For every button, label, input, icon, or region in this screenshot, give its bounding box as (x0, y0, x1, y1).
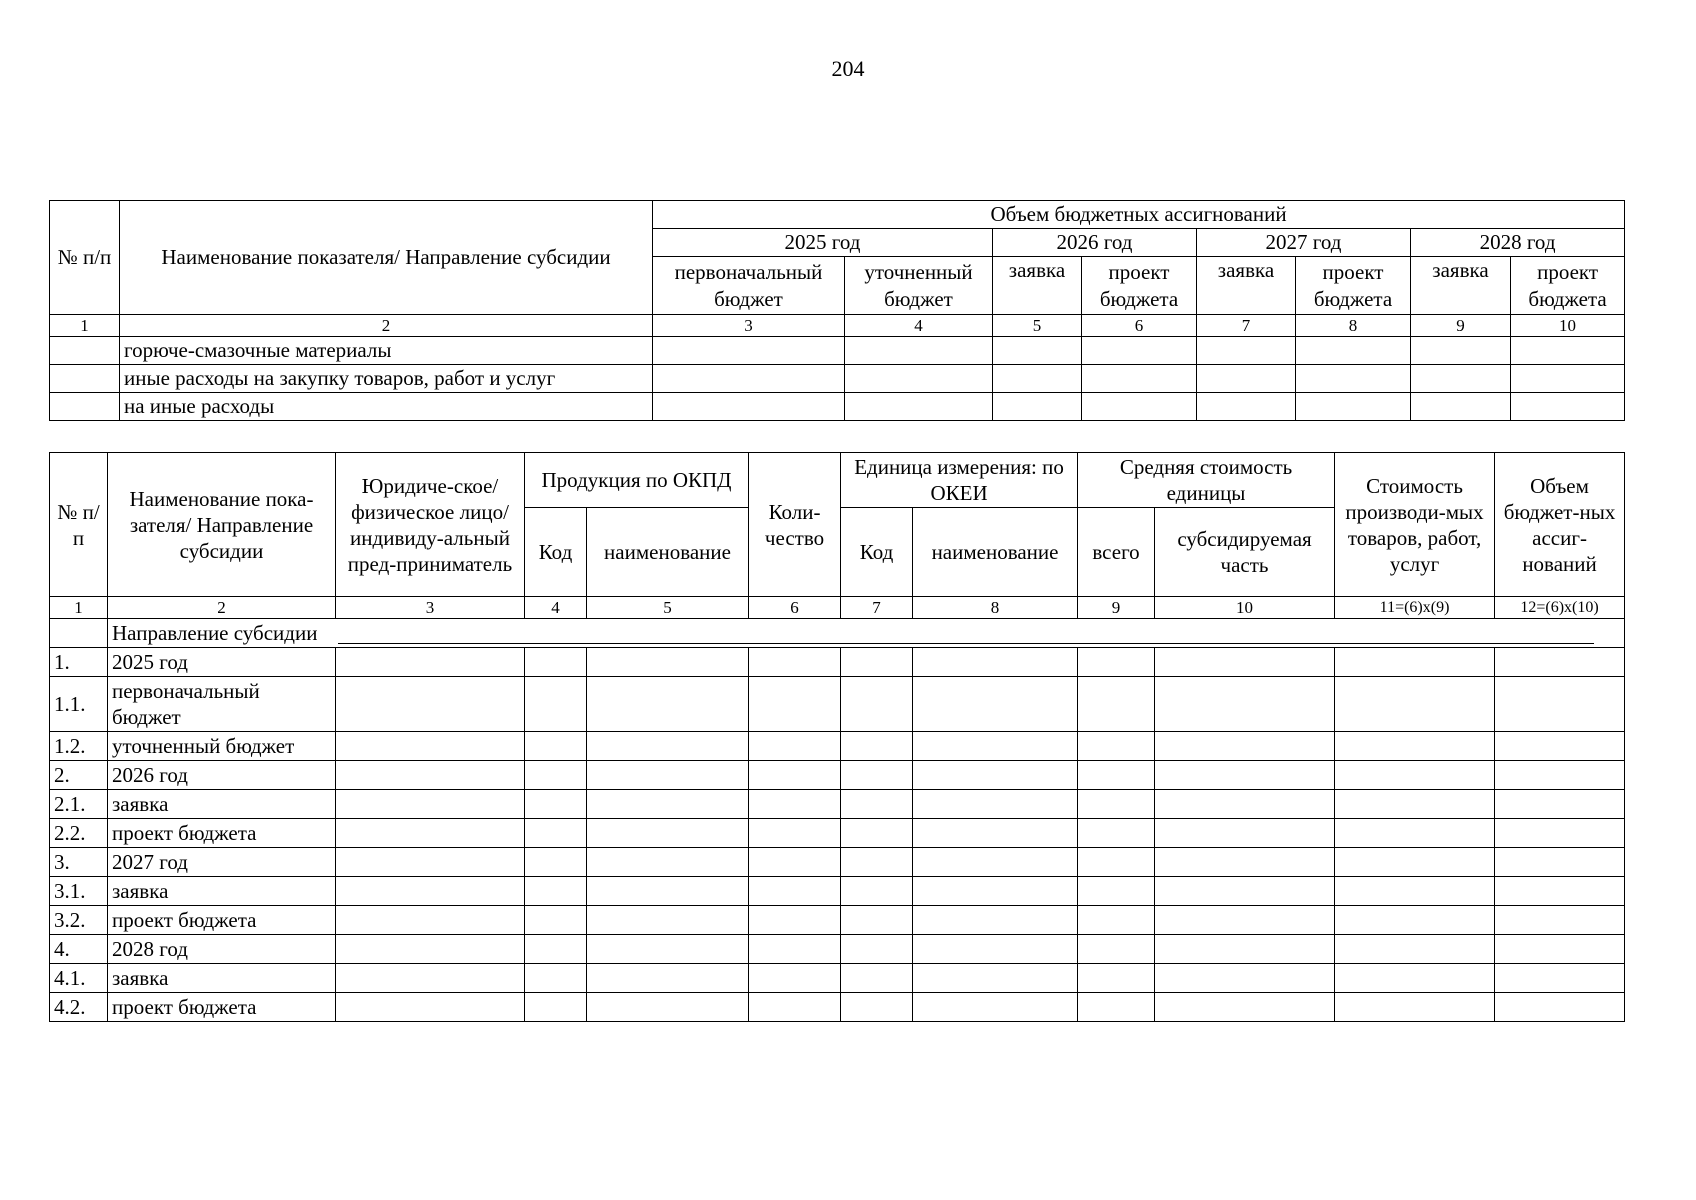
row-name: 2028 год (108, 935, 336, 964)
header-sub: заявка (993, 257, 1082, 315)
header-cost: Стоимость производи-мых товаров, работ, услуг (1335, 453, 1495, 597)
header-num: № п/п (50, 453, 108, 597)
row-name: уточненный бюджет (108, 732, 336, 761)
page-number: 204 (831, 56, 865, 81)
col-number: 1 (50, 315, 120, 337)
header-okpd-code: Код (525, 508, 587, 597)
header-sub: заявка (1197, 257, 1296, 315)
header-okei-name: наименование (913, 508, 1078, 597)
col-number: 10 (1511, 315, 1625, 337)
table-row (50, 761, 1625, 790)
header-sub: проект бюджета (1511, 257, 1625, 315)
row-num (50, 393, 120, 421)
col-number: 8 (1296, 315, 1411, 337)
row-num: 2. (50, 761, 108, 790)
row-name: на иные расходы (120, 393, 653, 421)
row-name: проект бюджета (108, 819, 336, 848)
header-year: 2028 год (1411, 229, 1625, 257)
col-number: 7 (841, 597, 913, 619)
row-name: проект бюджета (108, 906, 336, 935)
header-avg-total: всего (1078, 508, 1155, 597)
row-name: заявка (108, 964, 336, 993)
col-number: 2 (120, 315, 653, 337)
col-number: 9 (1078, 597, 1155, 619)
direction-row (50, 619, 1625, 648)
header-year: 2025 год (653, 229, 993, 257)
row-num: 3.2. (50, 906, 108, 935)
header-avg-sub: субсидируемая часть (1155, 508, 1335, 597)
header-entity: Юридиче-ское/физическое лицо/ индивиду-альный пред-приниматель (336, 453, 525, 597)
subsidy-details-table (49, 452, 1625, 1022)
row-num: 3.1. (50, 877, 108, 906)
header-okpd: Продукция по ОКПД (525, 453, 749, 508)
header-okei: Единица измерения: по ОКЕИ (841, 453, 1078, 508)
row-num: 2.2. (50, 819, 108, 848)
row-name: первоначальный бюджет (108, 677, 336, 732)
row-num (50, 337, 120, 365)
row-num: 2.1. (50, 790, 108, 819)
budget-allocation-table (49, 200, 1625, 421)
header-num: № п/п (50, 201, 120, 315)
row-name: 2025 год (108, 648, 336, 677)
col-number: 6 (1082, 315, 1197, 337)
header-year: 2027 год (1197, 229, 1411, 257)
header-name: Наименование показателя/ Направление субсидии (120, 201, 653, 315)
col-number: 11=(6)х(9) (1335, 597, 1495, 619)
header-name: Наименование пока-зателя/ Направление субсидии (108, 453, 336, 597)
table-row (50, 337, 1625, 365)
col-number: 5 (993, 315, 1082, 337)
row-name: заявка (108, 790, 336, 819)
table-row (50, 819, 1625, 848)
table-row (50, 848, 1625, 877)
table-row (50, 393, 1625, 421)
row-name: 2026 год (108, 761, 336, 790)
table-row (50, 365, 1625, 393)
row-num: 1. (50, 648, 108, 677)
row-num: 1.1. (50, 677, 108, 732)
header-sub: заявка (1411, 257, 1511, 315)
table-row (50, 877, 1625, 906)
table-row (50, 993, 1625, 1022)
col-number: 6 (749, 597, 841, 619)
row-num: 4.2. (50, 993, 108, 1022)
table-row (50, 935, 1625, 964)
header-avg-cost: Средняя стоимость единицы (1078, 453, 1335, 508)
direction-label: Направление субсидии (112, 621, 318, 645)
header-year: 2026 год (993, 229, 1197, 257)
table-row (50, 648, 1625, 677)
table-row (50, 790, 1625, 819)
col-number: 12=(6)х(10) (1495, 597, 1625, 619)
row-name: 2027 год (108, 848, 336, 877)
row-num: 4.1. (50, 964, 108, 993)
table-row (50, 677, 1625, 732)
table-row (50, 964, 1625, 993)
row-num: 4. (50, 935, 108, 964)
col-number: 8 (913, 597, 1078, 619)
header-volume: Объем бюджетных ассигнований (653, 201, 1625, 229)
row-name: заявка (108, 877, 336, 906)
col-number: 7 (1197, 315, 1296, 337)
row-name: иные расходы на закупку товаров, работ и услуг (120, 365, 653, 393)
row-num (50, 365, 120, 393)
row-num: 3. (50, 848, 108, 877)
col-number: 10 (1155, 597, 1335, 619)
header-okei-code: Код (841, 508, 913, 597)
col-number: 4 (525, 597, 587, 619)
header-sub: проект бюджета (1082, 257, 1197, 315)
col-number: 2 (108, 597, 336, 619)
table-row (50, 906, 1625, 935)
col-number: 3 (653, 315, 845, 337)
col-number: 9 (1411, 315, 1511, 337)
row-name: проект бюджета (108, 993, 336, 1022)
col-number: 3 (336, 597, 525, 619)
header-sub: проект бюджета (1296, 257, 1411, 315)
col-number: 5 (587, 597, 749, 619)
header-quantity: Коли-чество (749, 453, 841, 597)
col-number: 1 (50, 597, 108, 619)
col-number: 4 (845, 315, 993, 337)
row-name: горюче-смазочные материалы (120, 337, 653, 365)
header-sub: первоначальный бюджет (653, 257, 845, 315)
header-okpd-name: наименование (587, 508, 749, 597)
row-num: 1.2. (50, 732, 108, 761)
table-row (50, 732, 1625, 761)
header-sub: уточненный бюджет (845, 257, 993, 315)
header-volume: Объем бюджет-ных ассиг-нований (1495, 453, 1625, 597)
